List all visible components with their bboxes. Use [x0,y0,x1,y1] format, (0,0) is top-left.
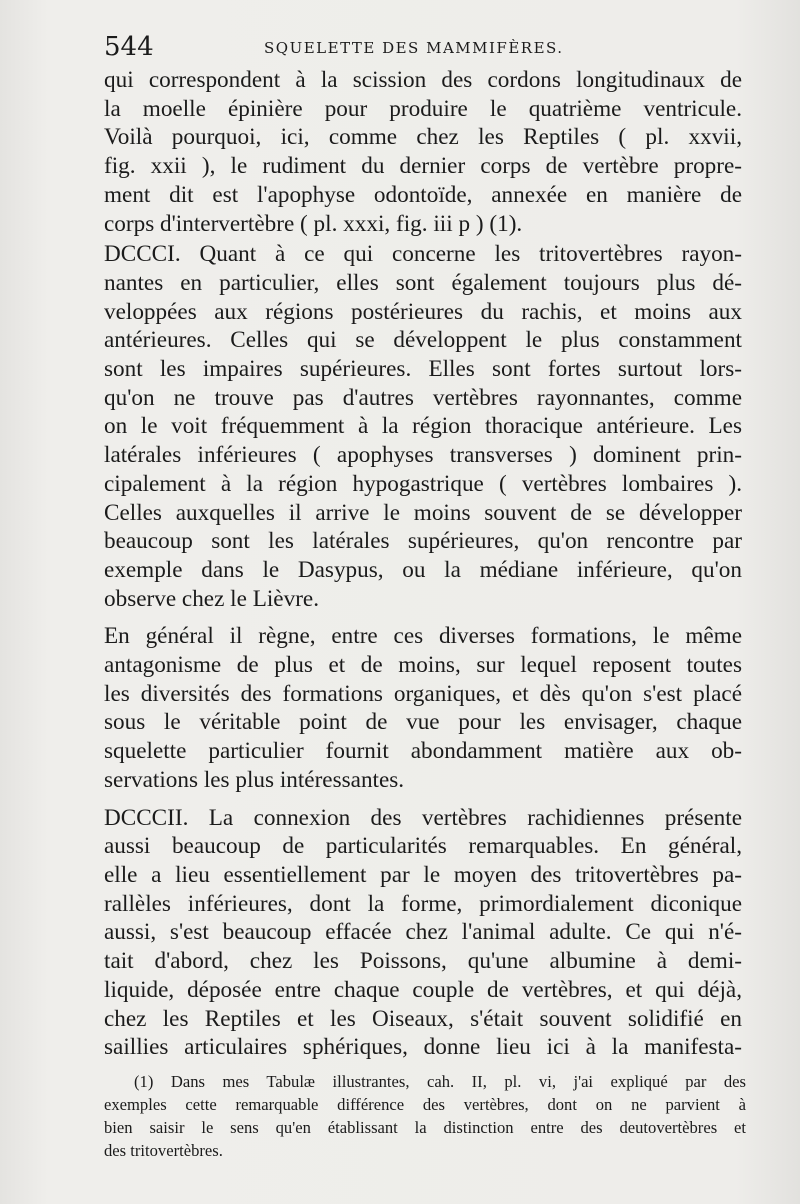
text-line: observe chez le Lièvre. [104,585,320,612]
text-line: cipalement à la région hypogastrique ( vertèbres lombaires ). [104,470,742,497]
text-line: Voilà pourquoi, ici, comme chez les Reptiles ( pl. xxvii, [104,124,742,151]
page-header [104,30,752,64]
text-line: Celles auxquelles il arrive le moins souvent de se développer [104,499,742,526]
text-line: sous le véritable point de vue pour les envisager, chaque [104,709,742,736]
page-number: 544 [104,32,154,62]
text-line: qu'on ne trouve pas d'autres vertèbres rayonnantes, comme [104,384,742,411]
text-line: En général il règne, entre ces diverses formations, le même [104,623,742,650]
text-line: ment dit est l'apophyse odontoïde, annexée en manière de [104,181,742,208]
text-line: exemple dans le Dasypus, ou la médiane inférieure, qu'on [104,556,742,583]
text-line: chez les Reptiles et les Oiseaux, s'était souvent solidifié en [104,1005,742,1032]
text-line: les diversités des formations organiques, et dès qu'on s'est placé [104,680,742,707]
body-text [104,66,742,1062]
footnote-line: (1) Dans mes Tabulæ illustrantes, cah. II, pl. vi, j'ai expliqué par des [134,1072,746,1091]
text-line: saillies articulaires sphériques, donne lieu ici à la manifesta- [104,1034,742,1061]
text-line: la moelle épinière pour produire le quatrième ventricule. [104,95,742,122]
text-line: on le voit fréquemment à la région thoracique antérieure. Les [104,413,742,440]
paragraph [104,804,742,1062]
text-line: servations les plus intéressantes. [104,766,405,793]
footnote-line: exemples cette remarquable différence des vertèbres, dont on ne parvient à [104,1095,746,1114]
text-line: sont les impaires supérieures. Elles sont fortes surtout lors- [104,356,742,383]
text-line: qui correspondent à la scission des cordons longitudinaux de [104,67,742,93]
text-line: corps d'intervertèbre ( pl. xxxi, fig. iii p ) (1). [104,210,523,237]
text-line: rallèles inférieures, dont la forme, primordialement diconique [104,890,742,917]
paragraph [104,240,742,613]
paragraph [104,66,742,238]
text-line: fig. xxii ), le rudiment du dernier corps de vertèbre propre- [104,153,742,180]
text-line: antagonisme de plus et de moins, sur lequel reposent toutes [104,652,742,679]
text-line: DCCCII. La connexion des vertèbres rachidiennes présente [104,804,742,831]
text-line: beaucoup sont les latérales supérieures, qu'on rencontre par [104,528,742,555]
footnote-line: des tritovertèbres. [104,1141,223,1160]
text-line: veloppées aux régions postérieures du rachis, et moins aux [104,298,742,325]
text-line: antérieures. Celles qui se développent le plus constamment [104,327,742,354]
paragraph [104,622,742,794]
footnote-line: bien saisir le sens qu'en établissant la distinction entre des deutovertèbres et [104,1118,746,1137]
text-line: DCCCI. Quant à ce qui concerne les tritovertèbres rayon- [104,241,742,268]
text-line: aussi beaucoup de particularités remarquables. En général, [104,833,742,860]
text-line: latérales inférieures ( apophyses transverses ) dominent prin- [104,442,742,469]
text-line: aussi, s'est beaucoup effacée chez l'animal adulte. Ce qui n'é- [104,919,742,946]
text-line: liquide, déposée entre chaque couple de vertèbres, et qui déjà, [104,976,742,1003]
text-line: nantes en particulier, elles sont également toujours plus dé- [104,269,742,296]
footnote [104,1070,746,1162]
running-title: SQUELETTE DES MAMMIFÈRES. [264,39,564,57]
text-line: squelette particulier fournit abondamment matière aux ob- [104,738,742,765]
text-line: elle a lieu essentiellement par le moyen des tritovertèbres pa- [104,861,742,888]
text-line: tait d'abord, chez les Poissons, qu'une albumine à demi- [104,948,742,975]
